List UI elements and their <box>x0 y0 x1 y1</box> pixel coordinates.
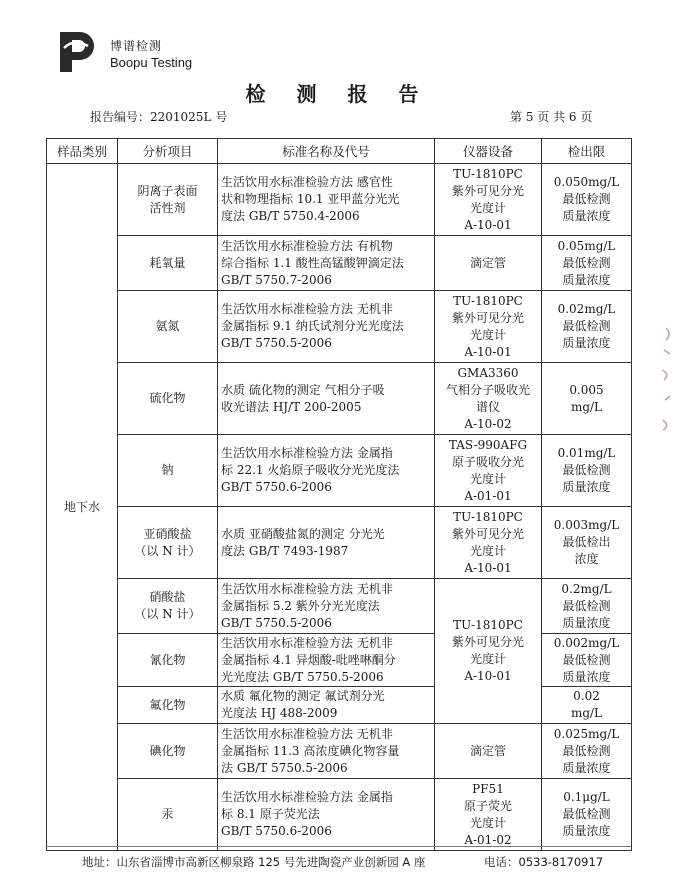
detection-limit: 0.02 mg/L <box>542 687 632 724</box>
analysis-item: 氟化物 <box>118 687 218 724</box>
instrument: 滴定管 <box>435 236 542 291</box>
standard-method: 生活饮用水标准检验方法 无机非 金属指标 11.3 高浓度碘化物容量 法 GB/T 5750.5-2006 <box>218 724 435 779</box>
standard-method: 生活饮用水标准检验方法 金属指 标 8.1 原子荧光法 GB/T 5750.6-2006 <box>218 779 435 851</box>
table-row <box>47 724 632 779</box>
standard-method: 生活饮用水标准检验方法 无机非 金属指标 5.2 紫外分光光度法 GB/T 5750.5-2006 <box>218 579 435 634</box>
table-row <box>47 507 632 579</box>
detection-limit: 0.025mg/L 最低检测 质量浓度 <box>542 724 632 779</box>
detection-limit: 0.050mg/L 最低检测 质量浓度 <box>542 164 632 236</box>
standard-method: 生活饮用水标准检验方法 金属指 标 22.1 火焰原子吸收分光光度法 GB/T 5750.6-2006 <box>218 435 435 507</box>
header-standard: 标准名称及代号 <box>218 139 435 164</box>
table-row <box>47 634 632 687</box>
detection-limit: 0.05mg/L 最低检测 质量浓度 <box>542 236 632 291</box>
analysis-item: 钠 <box>118 435 218 507</box>
table-row <box>47 164 632 236</box>
header-analysis-item: 分析项目 <box>118 139 218 164</box>
sample-category-cell: 地下水 <box>47 164 118 851</box>
analysis-item: 氰化物 <box>118 634 218 687</box>
detection-limit: 0.1μg/L 最低检测 质量浓度 <box>542 779 632 851</box>
table-row <box>47 579 632 634</box>
table-row <box>47 779 632 851</box>
page-indicator: 第 5 页 共 6 页 <box>510 110 593 124</box>
standard-method: 水质 氟化物的测定 氟试剂分光 光度法 HJ 488-2009 <box>218 687 435 724</box>
analysis-item: 耗氧量 <box>118 236 218 291</box>
table-row <box>47 291 632 363</box>
header-instrument: 仪器设备 <box>435 139 542 164</box>
instrument: TU-1810PC 紫外可见分光 光度计 A-10-01 <box>435 507 542 579</box>
footer-address: 地址：山东省淄博市高新区柳泉路 125 号先进陶瓷产业创新园 A 座 <box>82 855 426 869</box>
analysis-item: 汞 <box>118 779 218 851</box>
brand-name-cn: 博谱检测 <box>110 39 163 53</box>
test-results-table <box>46 138 632 851</box>
standard-method: 水质 亚硝酸盐氮的测定 分光光 度法 GB/T 7493-1987 <box>218 507 435 579</box>
instrument: TU-1810PC 紫外可见分光 光度计 A-10-01 <box>435 291 542 363</box>
detection-limit: 0.005 mg/L <box>542 363 632 435</box>
boopu-logo-icon <box>54 28 102 76</box>
footer-phone: 电话：0533-8170917 <box>484 855 604 869</box>
analysis-item: 硫化物 <box>118 363 218 435</box>
standard-method: 生活饮用水标准检验方法 无机非 金属指标 9.1 纳氏试剂分光光度法 GB/T 5750.5-2006 <box>218 291 435 363</box>
report-title: 检 测 报 告 <box>245 82 431 106</box>
standard-method: 生活饮用水标准检验方法 感官性 状和物理指标 10.1 亚甲蓝分光光 度法 GB/T 5750.4-2006 <box>218 164 435 236</box>
footer-divider <box>46 846 631 847</box>
header-sample-category: 样品类别 <box>47 139 118 164</box>
table-header-row <box>47 139 632 164</box>
analysis-item: 硝酸盐 （以 N 计） <box>118 579 218 634</box>
instrument: TU-1810PC 紫外可见分光 光度计 A-10-01 <box>435 164 542 236</box>
analysis-item: 阴离子表面 活性剂 <box>118 164 218 236</box>
table-row <box>47 363 632 435</box>
brand-name-en: Boopu Testing <box>110 55 193 70</box>
analysis-item: 亚硝酸盐 （以 N 计） <box>118 507 218 579</box>
table-row <box>47 435 632 507</box>
instrument: GMA3360 气相分子吸收光 谱仪 A-10-02 <box>435 363 542 435</box>
standard-method: 水质 硫化物的测定 气相分子吸 收光谱法 HJ/T 200-2005 <box>218 363 435 435</box>
company-logo <box>54 28 234 78</box>
detection-limit: 0.003mg/L 最低检出 浓度 <box>542 507 632 579</box>
report-number: 报告编号：2201025L 号 <box>90 110 228 124</box>
table-row <box>47 236 632 291</box>
standard-method: 生活饮用水标准检验方法 无机非 金属指标 4.1 异烟酸-吡唑啉酮分 光光度法 GB/T 5750.5-2006 <box>218 634 435 687</box>
detection-limit: 0.2mg/L 最低检测 质量浓度 <box>542 579 632 634</box>
standard-method: 生活饮用水标准检验方法 有机物 综合指标 1.1 酸性高锰酸钾滴定法 GB/T 5750.7-2006 <box>218 236 435 291</box>
table-row <box>47 687 632 724</box>
analysis-item: 碘化物 <box>118 724 218 779</box>
instrument: TAS-990AFG 原子吸收分光 光度计 A-01-01 <box>435 435 542 507</box>
instrument: 滴定管 <box>435 724 542 779</box>
detection-limit: 0.01mg/L 最低检测 质量浓度 <box>542 435 632 507</box>
detection-limit: 0.002mg/L 最低检测 质量浓度 <box>542 634 632 687</box>
header-detection-limit: 检出限 <box>542 139 632 164</box>
detection-limit: 0.02mg/L 最低检测 质量浓度 <box>542 291 632 363</box>
instrument: PF51 原子荧光 光度计 A-01-02 <box>435 779 542 851</box>
seal-stamp-fragment <box>652 320 674 440</box>
instrument-shared: TU-1810PC 紫外可见分光 光度计 A-10-01 <box>435 579 542 724</box>
analysis-item: 氨氮 <box>118 291 218 363</box>
